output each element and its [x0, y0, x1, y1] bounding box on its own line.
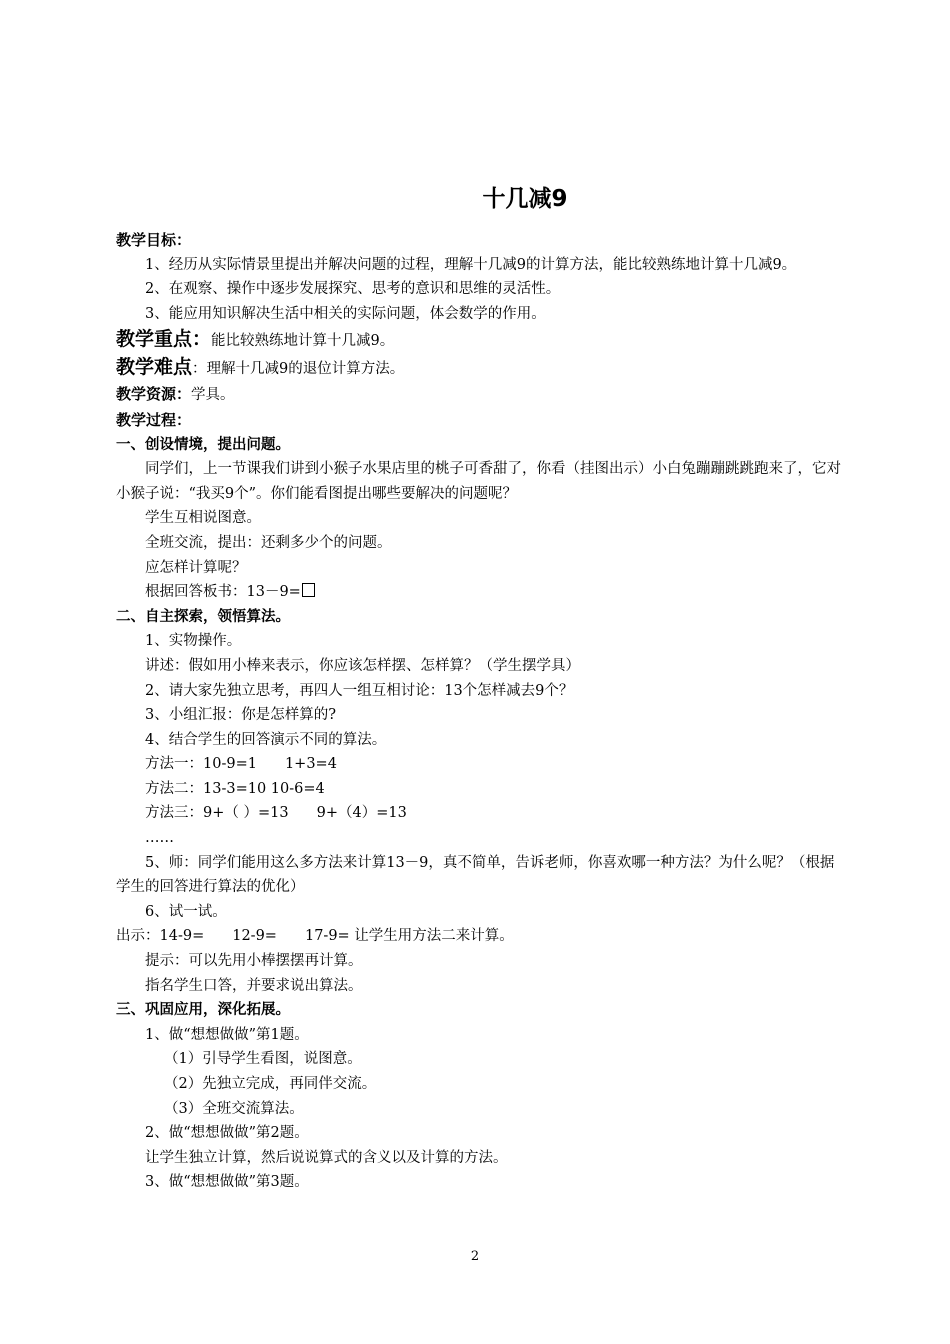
section-3-line: 2、做“想想做做”第2题。 [145, 1125, 309, 1142]
section-1-line: 全班交流，提出：还剩多少个的问题。 [145, 534, 392, 551]
section-3-line: 1、做“想想做做”第1题。 [145, 1026, 309, 1043]
page-number: 2 [470, 1249, 480, 1264]
method-3: 方法三：9+（ ）=13 9+（4）=13 [145, 805, 407, 822]
difficulty: 教学难点：理解十几减9的退位计算方法。 [116, 356, 405, 379]
section-2-line: 讲述：假如用小棒来表示，你应该怎样摆、怎样算？（学生摆学具） [145, 657, 580, 674]
section-1-line: 应怎样计算呢？ [145, 559, 247, 576]
section-2-line: 4、结合学生的回答演示不同的算法。 [145, 731, 387, 748]
objective-2: 2、在观察、操作中逐步发展探究、思考的意识和思维的灵活性。 [145, 281, 561, 298]
board-writing: 根据回答板书：13－9= [116, 580, 842, 605]
section-2-heading: 二、自主探索，领悟算法。 [116, 608, 290, 625]
section-2-line: 指名学生口答，并要求说出算法。 [145, 977, 363, 994]
key-point: 教学重点：能比较熟练地计算十几减9。 [116, 328, 395, 351]
objective-3: 3、能应用知识解决生活中相关的实际问题，体会数学的作用。 [145, 305, 546, 322]
section-2-line: 3、小组汇报：你是怎样算的? [145, 707, 336, 724]
section-3-subline: （2）先独立完成，再同伴交流。 [164, 1076, 377, 1092]
section-1-paragraph: 同学们，上一节课我们讲到小猴子水果店里的桃子可香甜了，你看（挂图出示）小白兔蹦蹦跳跳跑来了，它对小猴子说：“我买9个”。你们能看图提出哪些要解决的问题呢？ [116, 461, 841, 502]
process-heading: 教学过程： [116, 410, 192, 429]
section-2-line: 6、试一试。 [145, 903, 227, 920]
section-2-paragraph: 5、师：同学们能用这么多方法来计算13－9，真不简单，告诉老师，你喜欢哪一种方法？为什么呢？（根据学生的回答进行算法的优化） [116, 854, 835, 896]
resources: 教学资源：学具。 [116, 385, 235, 404]
section-1-heading: 一、创设情境，提出问题。 [116, 436, 290, 453]
method-2: 方法二：13-3=10 10-6=4 [145, 780, 325, 797]
objectives-heading: 教学目标： [116, 231, 192, 249]
page-title: 十几减9 [482, 186, 568, 212]
section-3-subline: （1）引导学生看图，说图意。 [164, 1051, 362, 1068]
lesson-content [116, 228, 842, 1195]
exercise-line: 出示：14-9= 12-9= 17-9= 让学生用方法二来计算。 [116, 928, 514, 945]
objective-1: 1、经历从实际情景里提出并解决问题的过程，理解十几减9的计算方法，能比较熟练地计算十几减9。 [145, 256, 797, 273]
section-3-subline: （3）全班交流算法。 [164, 1100, 304, 1117]
section-2-line: 1、实物操作。 [145, 633, 242, 650]
section-2-line: 提示：可以先用小棒摆摆再计算。 [145, 953, 363, 970]
section-1-line: 学生互相说图意。 [145, 510, 261, 527]
section-2-line: 2、请大家先独立思考，再四人一组互相讨论：13个怎样减去9个？ [145, 682, 574, 699]
section-3-line: 3、做“想想做做”第3题。 [145, 1174, 309, 1191]
ellipsis: …… [145, 830, 174, 847]
section-3-heading: 三、巩固应用，深化拓展。 [116, 1002, 290, 1019]
section-3-line: 让学生独立计算，然后说说算式的含义以及计算的方法。 [145, 1149, 508, 1166]
method-1: 方法一：10-9=1 1+3=4 [145, 756, 337, 773]
answer-box [302, 583, 315, 597]
